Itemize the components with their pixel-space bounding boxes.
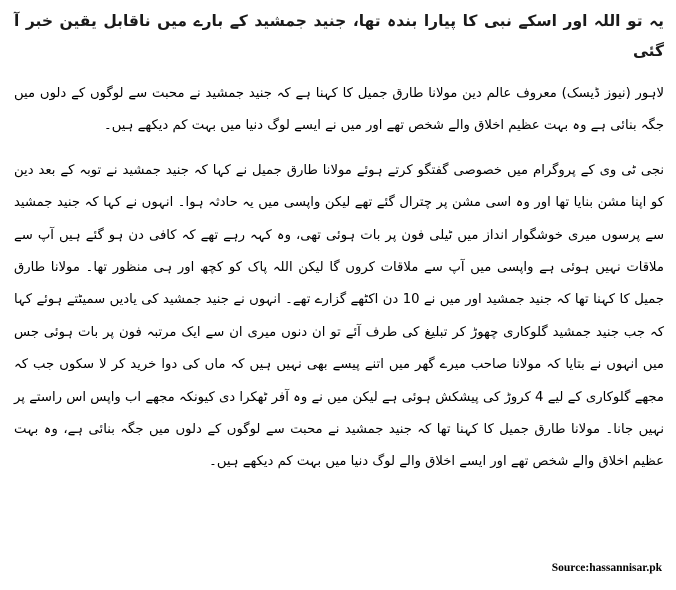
news-article bbox=[14, 6, 664, 489]
article-paragraph-body: نجی ٹی وی کے پروگرام میں خصوصی گفتگو کرتے ہوئے مولانا طارق جمیل نے کہا کہ جنید جمشید نے توبہ کے بعد دین کو اپنا مشن بنایا تھا اور وہ اسی مشن پر چترال گئے تھے لیکن واپسی میں یہ حادثہ ہوا۔ انہوں نے کہا کہ جنید جمشید سے پرسوں میری خوشگوار انداز میں ٹیلی فون پر بات ہوئی تھی، وہ کہہ رہے تھے کہ کافی دن ہو گئے ہیں آپ سے ملاقات نہیں ہوئی ہے واپسی میں آپ سے ملاقات کروں گا لیکن اللہ پاک کو کچھ اور ہی منظور تھا۔ مولانا طارق جمیل کا کہنا تھا کہ جنید جمشید اور میں نے 10 دن اکٹھے گزارے تھے۔ انہوں نے جنید جمشید کی یادیں سمیٹتے ہوئے کہا کہ جب جنید جمشید گلوکاری چھوڑ کر تبلیغ کی طرف آئے تو ان دنوں میری ان سے ایک مرتبہ فون پر بات ہوئی جس میں انہوں نے بتایا کہ مولانا صاحب میرے گھر میں اتنے پیسے بھی نہیں ہیں کہ ماں کی دوا خرید کر لا سکوں جب کہ مجھے گلوکاری کے لیے 4 کروڑ کی پیشکش ہوئی ہے لیکن میں نے وہ آفر ٹھکرا دی کیونکہ مجھے اب واپس اس راستے پر نہیں جانا۔ مولانا طارق جمیل کا کہنا تھا کہ جنید جمشید نے محبت سے لوگوں کے دلوں میں جگہ بنائی ہے، وہ بہت عظیم اخلاق والے شخص تھے اور ایسے اخلاق والے لوگ دنیا میں بہت کم دیکھے ہیں۔ bbox=[14, 162, 664, 470]
source-credit: Source:hassannisar.pk bbox=[551, 562, 662, 574]
article-paragraph-intro: لاہور (نیوز ڈیسک) معروف عالم دین مولانا طارق جمیل کا کہنا ہے کہ جنید جمشید نے محبت سے لوگوں کے دلوں میں جگہ بنائی ہے وہ بہت عظیم اخلاق والے شخص تھے اور میں نے ایسے لوگ دنیا میں بہت کم دیکھے ہیں۔ bbox=[14, 86, 664, 134]
article-headline: یہ تو اللہ اور اسکے نبی کا پیارا بندہ تھا، جنید جمشید کے بارے میں ناقابل یقین خبر آ گئی bbox=[14, 12, 664, 60]
